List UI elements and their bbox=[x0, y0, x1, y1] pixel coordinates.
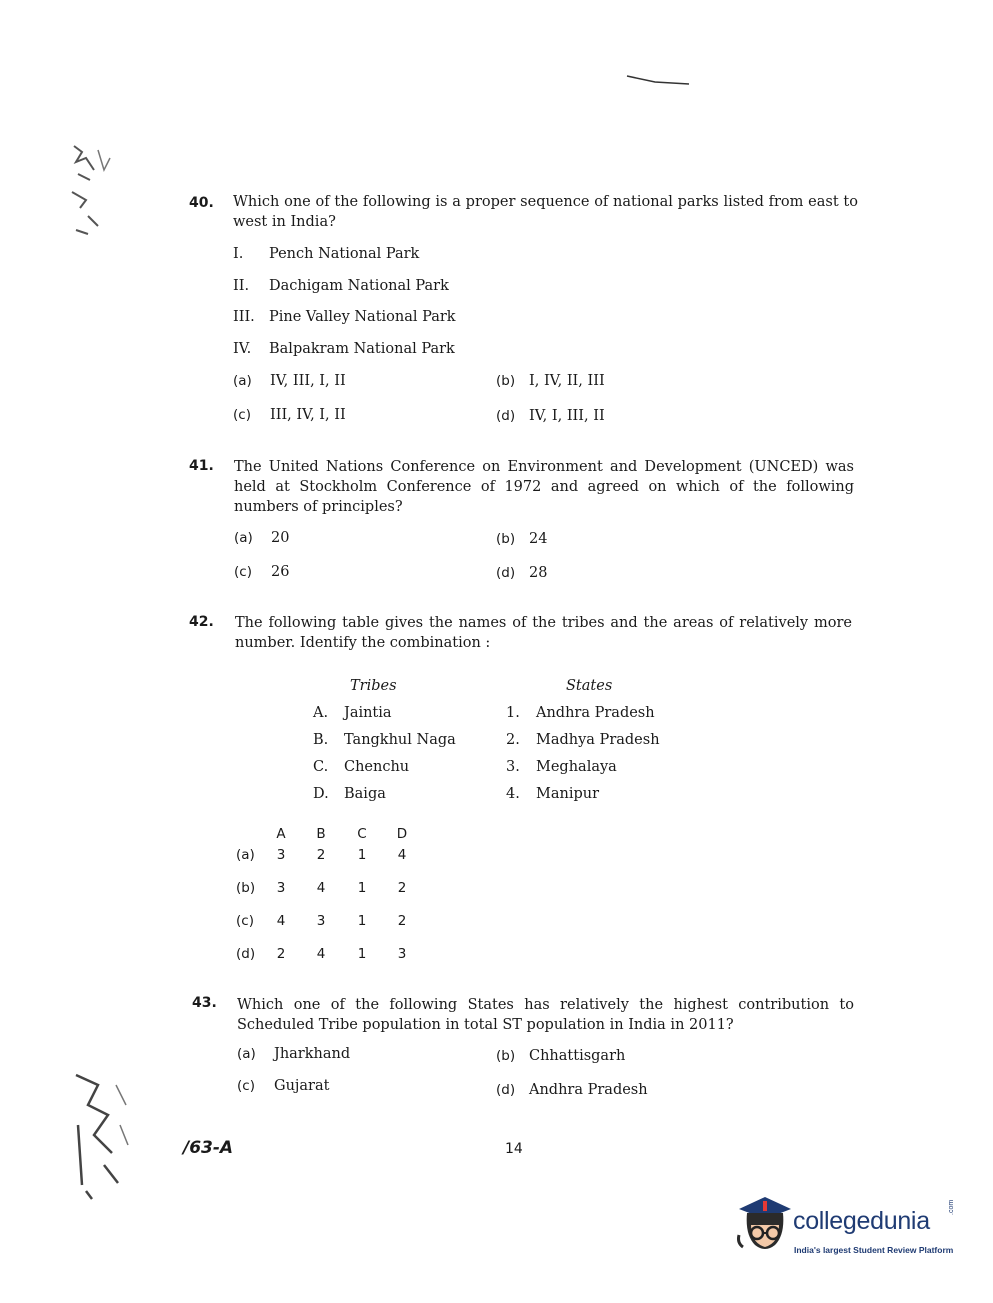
top-stroke-mark bbox=[625, 72, 715, 92]
state-row bbox=[506, 759, 617, 775]
option-text: Gujarat bbox=[274, 1078, 330, 1094]
state-name: Meghalaya bbox=[536, 759, 617, 775]
option-text: 28 bbox=[529, 565, 548, 581]
code-cell: 1 bbox=[357, 946, 367, 962]
code-column-header: D bbox=[396, 826, 408, 842]
tribe-row bbox=[313, 786, 386, 802]
tribe-key: C. bbox=[313, 759, 329, 775]
state-row bbox=[506, 705, 655, 721]
mascot-icon bbox=[735, 1195, 795, 1261]
state-key: 1. bbox=[506, 705, 520, 721]
option-c bbox=[234, 564, 289, 580]
list-item-number: I. bbox=[233, 246, 244, 262]
state-key: 4. bbox=[506, 786, 520, 802]
option-label: (a) bbox=[234, 530, 253, 546]
code-cell: 1 bbox=[357, 913, 367, 929]
state-name: Andhra Pradesh bbox=[536, 705, 655, 721]
code-row-label: (d) bbox=[236, 946, 256, 962]
list-item-text: Balpakram National Park bbox=[269, 341, 455, 357]
tribe-key: B. bbox=[313, 732, 329, 748]
option-label: (b) bbox=[496, 531, 516, 547]
code-cell: 3 bbox=[316, 913, 326, 929]
margin-scribble-top bbox=[68, 130, 118, 240]
list-item-text: Dachigam National Park bbox=[269, 278, 449, 294]
code-column-header: A bbox=[276, 826, 286, 842]
list-item bbox=[233, 278, 449, 294]
code-cell: 4 bbox=[316, 946, 326, 962]
option-text: III, IV, I, II bbox=[270, 407, 346, 423]
margin-scribble-bottom bbox=[68, 1065, 138, 1200]
question-number: 41. bbox=[189, 458, 214, 474]
code-row-label: (c) bbox=[236, 913, 254, 929]
question-number: 40. bbox=[189, 195, 214, 211]
tribe-row bbox=[313, 732, 456, 748]
tribe-name: Chenchu bbox=[344, 759, 410, 775]
tribe-name: Baiga bbox=[344, 786, 386, 802]
code-cell: 3 bbox=[276, 880, 286, 896]
option-b bbox=[496, 1048, 625, 1064]
option-text: 24 bbox=[529, 531, 548, 547]
option-label: (b) bbox=[496, 1048, 516, 1064]
logo-tagline: India's largest Student Review Platform bbox=[794, 1245, 954, 1255]
page-number: 14 bbox=[505, 1141, 523, 1157]
option-label: (d) bbox=[496, 1082, 516, 1098]
tribe-key: D. bbox=[313, 786, 329, 802]
state-row bbox=[506, 786, 599, 802]
code-cell: 4 bbox=[316, 880, 326, 896]
question-number: 43. bbox=[192, 995, 217, 1011]
code-cell: 3 bbox=[397, 946, 407, 962]
option-label: (c) bbox=[237, 1078, 255, 1094]
paper-code: /63-A bbox=[183, 1138, 234, 1158]
list-item-number: II. bbox=[233, 278, 250, 294]
tribe-name: Tangkhul Naga bbox=[344, 732, 456, 748]
list-item-number: III. bbox=[233, 309, 255, 325]
tribe-row bbox=[313, 759, 409, 775]
option-text: Chhattisgarh bbox=[529, 1048, 626, 1064]
code-cell: 1 bbox=[357, 880, 367, 896]
option-label: (b) bbox=[496, 373, 516, 389]
state-key: 2. bbox=[506, 732, 520, 748]
list-item bbox=[233, 309, 456, 325]
question-text: The following table gives the names of the tribes and the areas of relatively more number. Identify the combination : bbox=[235, 615, 852, 651]
tribes-header: Tribes bbox=[350, 678, 397, 694]
code-row-label: (b) bbox=[236, 880, 256, 896]
list-item bbox=[233, 341, 455, 357]
code-cell: 4 bbox=[397, 847, 407, 863]
state-name: Manipur bbox=[536, 786, 600, 802]
state-name: Madhya Pradesh bbox=[536, 732, 660, 748]
option-b bbox=[496, 373, 605, 389]
question-text: The United Nations Conference on Environment and Development (UNCED) was held at Stockholm Conference of 1972 and agreed on which of the following numbers of principles? bbox=[234, 459, 854, 515]
option-label: (c) bbox=[234, 564, 252, 580]
option-text: IV, III, I, II bbox=[270, 373, 346, 389]
list-item-text: Pench National Park bbox=[269, 246, 420, 262]
tribe-row bbox=[313, 705, 392, 721]
option-d bbox=[496, 408, 605, 424]
collegedunia-logo[interactable] bbox=[735, 1195, 965, 1265]
state-key: 3. bbox=[506, 759, 520, 775]
list-item-text: Pine Valley National Park bbox=[269, 309, 456, 325]
option-text: 26 bbox=[271, 564, 290, 580]
code-cell: 3 bbox=[276, 847, 286, 863]
option-label: (d) bbox=[496, 408, 516, 424]
code-cell: 1 bbox=[357, 847, 367, 863]
option-text: Jharkhand bbox=[274, 1046, 351, 1062]
states-header: States bbox=[566, 678, 613, 694]
logo-wordmark: collegedunia bbox=[793, 1207, 930, 1235]
option-d bbox=[496, 1082, 648, 1098]
option-a bbox=[233, 373, 346, 389]
option-label: (a) bbox=[233, 373, 252, 389]
question-text: Which one of the following is a proper sequence of national parks listed from east to west in India? bbox=[233, 194, 858, 230]
option-text: IV, I, III, II bbox=[529, 408, 605, 424]
option-d bbox=[496, 565, 547, 581]
list-item-number: IV. bbox=[233, 341, 252, 357]
code-cell: 2 bbox=[276, 946, 286, 962]
logo-suffix: .com bbox=[948, 1199, 955, 1215]
tribe-key: A. bbox=[313, 705, 329, 721]
option-text: 20 bbox=[271, 530, 290, 546]
option-a bbox=[237, 1046, 350, 1062]
code-column-header: C bbox=[357, 826, 367, 842]
option-label: (a) bbox=[237, 1046, 256, 1062]
list-item bbox=[233, 246, 419, 262]
question-number: 42. bbox=[189, 614, 214, 630]
option-label: (c) bbox=[233, 407, 251, 423]
code-cell: 4 bbox=[276, 913, 286, 929]
code-cell: 2 bbox=[316, 847, 326, 863]
code-column-header: B bbox=[316, 826, 326, 842]
option-a bbox=[234, 530, 289, 546]
state-row bbox=[506, 732, 660, 748]
tribe-name: Jaintia bbox=[344, 705, 392, 721]
option-b bbox=[496, 531, 547, 547]
option-text: I, IV, II, III bbox=[529, 373, 605, 389]
code-row-label: (a) bbox=[236, 847, 255, 863]
option-c bbox=[237, 1078, 329, 1094]
code-cell: 2 bbox=[397, 880, 407, 896]
question-text: Which one of the following States has relatively the highest contribution to Scheduled Tribe population in total ST population in India in 2011? bbox=[237, 997, 854, 1033]
code-cell: 2 bbox=[397, 913, 407, 929]
option-text: Andhra Pradesh bbox=[529, 1082, 648, 1098]
option-c bbox=[233, 407, 346, 423]
option-label: (d) bbox=[496, 565, 516, 581]
